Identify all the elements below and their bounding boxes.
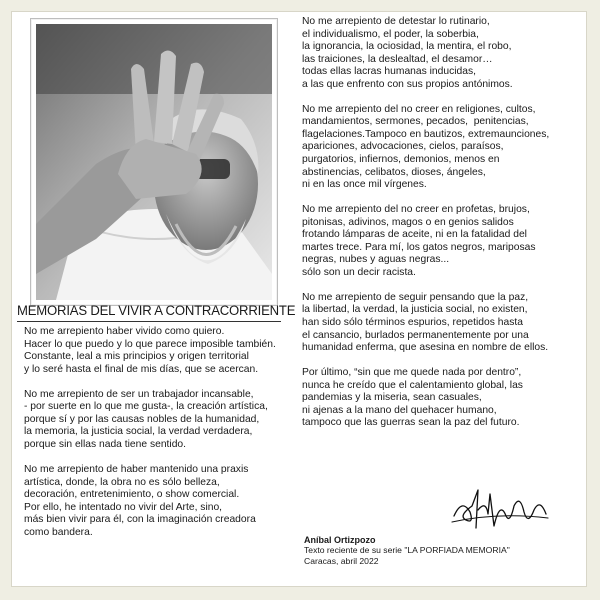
poem-line: humanidad enferma, que asesina en nombre de ellos. xyxy=(302,342,549,354)
author-portrait-image xyxy=(36,24,272,300)
author-photo xyxy=(36,24,272,300)
poem-title: MEMORIAS DEL VIVIR A CONTRACORRIENTE xyxy=(17,303,296,318)
poem-line: abstinencias, celibatos, dioses, ángeles, xyxy=(302,166,486,178)
poem-line: Por último, “sin que me quede nada por dentro”, xyxy=(302,367,522,379)
stanza xyxy=(24,389,294,452)
right-text-column xyxy=(302,16,572,442)
poem-line: Hacer lo que puedo y lo que parece imposible también. xyxy=(24,338,276,350)
poem-line: Constante, leal a mis principios y origen territorial xyxy=(24,351,249,363)
stanza xyxy=(302,292,572,355)
stanza xyxy=(302,367,572,430)
poem-line: artística, donde, la obra no es sólo belleza, xyxy=(24,476,220,488)
stanza xyxy=(24,464,294,539)
poem-line: mandamientos, sermones, pecados, penitencias, xyxy=(302,116,529,128)
author-name: Aníbal Ortizpozo xyxy=(304,535,376,545)
poem-line: pandemias y la miseria, sean casuales, xyxy=(302,392,482,404)
poem-line: No me arrepiento del no creer en profetas, brujos, xyxy=(302,204,530,216)
poem-line: porque sin ellas nada tiene sentido. xyxy=(24,438,187,450)
poem-line: No me arrepiento haber vivido como quiero. xyxy=(24,326,225,337)
handwritten-signature xyxy=(448,476,552,538)
author-credit xyxy=(304,535,510,566)
poem-line: negras, nubes y aguas negras... xyxy=(302,254,450,266)
poem-line: la ignorancia, la ociosidad, la mentira, el robo, xyxy=(302,41,512,53)
place-date: Caracas, abril 2022 xyxy=(304,555,379,566)
poem-line: han sido sólo términos espurios, repetidos hasta xyxy=(302,316,523,328)
poem-line: porque sí y por las causas nobles de la humanidad, xyxy=(24,413,260,425)
poem-line: como bandera. xyxy=(24,526,93,538)
poem-line: frotando lámparas de aceite, ni en la fatalidad del xyxy=(302,229,527,241)
stanza xyxy=(302,104,572,192)
poem-line: a las que enfrento con sus propios antónimos. xyxy=(302,78,513,90)
poem-line: ni ajenas a la mano del quehacer humano, xyxy=(302,404,497,416)
stanza xyxy=(24,326,294,376)
author-photo-frame xyxy=(30,18,278,306)
poem-line: y lo seré hasta el final de mis días, que se acercan. xyxy=(24,363,259,375)
poem-line: nunca he creído que el calentamiento global, las xyxy=(302,379,523,391)
poem-line: No me arrepiento de haber mantenido una praxis xyxy=(24,464,249,476)
poem-line: No me arrepiento de ser un trabajador incansable, xyxy=(24,388,254,400)
poem-line: la libertad, la verdad, la justicia social, no existen, xyxy=(302,304,528,316)
poem-line: más bien vivir para él, con la imaginación creadora xyxy=(24,514,256,526)
poem-line: Por ello, he intentado no vivir del Arte, sino, xyxy=(24,501,223,513)
poem-line: ni en las once mil vírgenes. xyxy=(302,179,427,191)
poem-line: flagelaciones.Tampoco en bautizos, extremaunciones, xyxy=(302,128,550,140)
series-note: Texto reciente de su serie "LA PORFIADA MEMORIA" xyxy=(304,545,510,556)
poem-line: sólo son un decir racista. xyxy=(302,266,416,278)
poem-line: pitonisas, adivinos, magos o en genios salidos xyxy=(302,216,514,228)
stanza xyxy=(302,204,572,279)
poem-line: No me arrepiento del no creer en religiones, cultos, xyxy=(302,103,536,115)
poem-line: el individualismo, el poder, la soberbia, xyxy=(302,28,479,40)
poem-line: tampoco que las guerras sean la paz del futuro. xyxy=(302,417,520,429)
poem-line: apariciones, advocaciones, cielos, paraísos, xyxy=(302,141,504,153)
poem-line: el cansancio, burlados permanentemente por una xyxy=(302,329,529,341)
left-text-column xyxy=(24,326,294,552)
stanza xyxy=(302,16,572,91)
poem-line: decoración, entretenimiento, o show comercial. xyxy=(24,489,240,501)
poem-line: las traiciones, la deslealtad, el desamor… xyxy=(302,53,493,65)
poem-line: No me arrepiento de seguir pensando que la paz, xyxy=(302,291,529,303)
title-underline xyxy=(17,321,281,322)
poem-line: No me arrepiento de detestar lo rutinario, xyxy=(302,16,490,27)
poem-line: - por suerte en lo que me gusta-, la creación artística, xyxy=(24,401,268,413)
poem-line: la memoria, la justicia social, la verdad verdadera, xyxy=(24,426,253,438)
poem-line: martes trece. Para mí, los gatos negros, mariposas xyxy=(302,241,536,253)
poem-line: purgatorios, infiernos, demonios, menos en xyxy=(302,153,500,165)
poem-line: todas ellas lacras humanas inducidas, xyxy=(302,66,477,78)
